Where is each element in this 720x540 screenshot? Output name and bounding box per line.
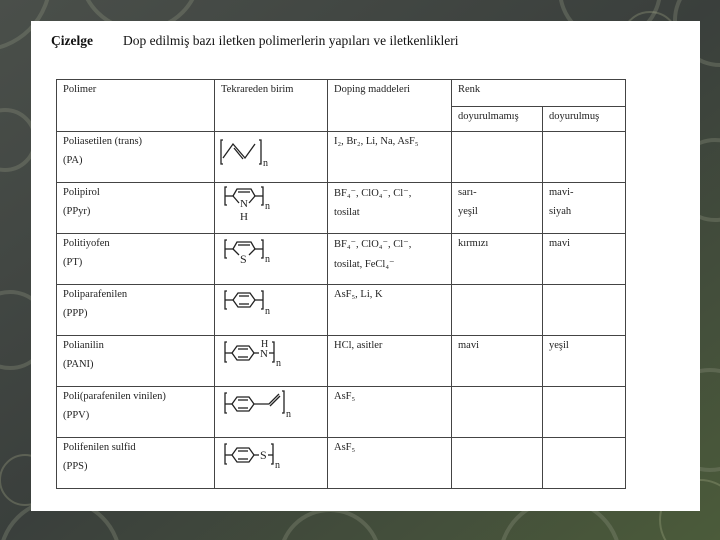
- hydrogen-label: H: [240, 211, 248, 223]
- header-polymer: Polimer: [57, 80, 215, 132]
- header-doped: doyurulmuş: [543, 107, 626, 132]
- nitrogen-label: N: [260, 348, 268, 360]
- dopants-cell: [328, 183, 452, 234]
- table-row: [57, 234, 626, 285]
- polymer-name: Polianilin: [63, 340, 104, 351]
- polyparaphenylene-unit-icon: [219, 287, 299, 323]
- doped-color: yeşil: [549, 340, 569, 351]
- doped-color-cell: [543, 387, 626, 438]
- polymer-abbr: (PPV): [63, 410, 90, 421]
- polymer-name: Poliparafenilen: [63, 289, 128, 300]
- polyacetylene-unit-icon: [219, 134, 299, 170]
- doped-color-cell: [543, 183, 626, 234]
- dopants-cell: [328, 387, 452, 438]
- dopants-text: AsF₅: [334, 391, 356, 402]
- polymer-cell: [57, 183, 215, 234]
- caption-label: Çizelge: [51, 33, 93, 48]
- polypyrrole-unit-icon: [219, 185, 299, 225]
- dopants-cell: [328, 336, 452, 387]
- table-caption: [51, 33, 459, 49]
- repeat-unit-cell: [215, 336, 328, 387]
- dopants-text: HCl, asitler: [334, 340, 383, 351]
- polymer-cell: [57, 438, 215, 489]
- dopants-cell: [328, 234, 452, 285]
- doped-color-cell: [543, 285, 626, 336]
- hydrogen-label: H: [261, 339, 269, 350]
- undoped-color-cell: [452, 183, 543, 234]
- table-row: [57, 387, 626, 438]
- header-repeat-unit: Tekrareden birim: [215, 80, 328, 132]
- dopants-text: BF₄⁻, ClO₄⁻, Cl⁻,: [334, 188, 412, 199]
- header-undoped: doyurulmamış: [452, 107, 543, 132]
- polyaniline-unit-icon: [219, 338, 299, 376]
- undoped-color-cell: [452, 438, 543, 489]
- nitrogen-label: N: [240, 198, 248, 210]
- repeat-unit-cell: [215, 438, 328, 489]
- document-page: [31, 21, 700, 511]
- doped-color: mavi-: [549, 187, 574, 198]
- table-row: [57, 132, 626, 183]
- polymer-name: Poliasetilen (trans): [63, 136, 143, 147]
- doped-color-cell: [543, 438, 626, 489]
- caption-text: Dop edilmiş bazı iletken polimerlerin yapıları ve iletkenlikleri: [122, 33, 459, 48]
- undoped-color-cell: [452, 336, 543, 387]
- doped-color-cell: [543, 336, 626, 387]
- polymer-cell: [57, 336, 215, 387]
- polymer-abbr: (PPyr): [63, 206, 91, 217]
- polymer-abbr: (PPS): [63, 461, 88, 472]
- subscript-n: n: [276, 358, 281, 369]
- polymer-abbr: (PPP): [63, 308, 88, 319]
- polymer-cell: [57, 234, 215, 285]
- polythiophene-unit-icon: [219, 236, 299, 276]
- table-row: [57, 438, 626, 489]
- doped-color-cell: [543, 234, 626, 285]
- table-row: [57, 336, 626, 387]
- doped-color-line2: siyah: [549, 206, 572, 217]
- subscript-n: n: [275, 460, 280, 471]
- undoped-color-cell: [452, 132, 543, 183]
- dopants-cell: [328, 285, 452, 336]
- polymer-cell: [57, 285, 215, 336]
- polymer-abbr: (PA): [63, 155, 83, 166]
- polymer-name: Polipirol: [63, 187, 100, 198]
- subscript-n: n: [265, 201, 270, 212]
- table-row: [57, 285, 626, 336]
- doped-color-cell: [543, 132, 626, 183]
- repeat-unit-cell: [215, 183, 328, 234]
- dopants-text: AsF₅, Li, K: [334, 289, 383, 300]
- dopants-text-line2: tosilat, FeCl₄⁻: [334, 259, 395, 270]
- repeat-unit-cell: [215, 132, 328, 183]
- subscript-n: n: [286, 409, 291, 420]
- dopants-cell: [328, 438, 452, 489]
- doped-color: mavi: [549, 238, 570, 249]
- undoped-color: sarı-: [458, 187, 477, 198]
- undoped-color-cell: [452, 285, 543, 336]
- repeat-unit-cell: [215, 285, 328, 336]
- ppv-unit-icon: [219, 389, 319, 425]
- header-row: [57, 80, 626, 107]
- sulfur-label: S: [260, 448, 267, 462]
- polymer-name: Politiyofen: [63, 238, 110, 249]
- pps-unit-icon: [219, 440, 299, 476]
- dopants-cell: [328, 132, 452, 183]
- subscript-n: n: [265, 254, 270, 265]
- polymer-name: Polifenilen sulfid: [63, 442, 136, 453]
- polymer-cell: [57, 132, 215, 183]
- polymer-abbr: (PANI): [63, 359, 94, 370]
- dopants-text: AsF₅: [334, 442, 356, 453]
- repeat-unit-cell: [215, 234, 328, 285]
- polymer-name: Poli(parafenilen vinilen): [63, 391, 166, 402]
- header-color: Renk: [452, 80, 626, 107]
- undoped-color-line2: yeşil: [458, 206, 478, 217]
- dopants-text-line2: tosilat: [334, 207, 360, 218]
- polymer-abbr: (PT): [63, 257, 83, 268]
- undoped-color-cell: [452, 234, 543, 285]
- undoped-color-cell: [452, 387, 543, 438]
- polymer-cell: [57, 387, 215, 438]
- subscript-n: n: [265, 306, 270, 317]
- repeat-unit-cell: [215, 387, 328, 438]
- table-row: [57, 183, 626, 234]
- polymer-table: [56, 79, 626, 489]
- subscript-n: n: [263, 158, 268, 169]
- undoped-color: kırmızı: [458, 238, 489, 249]
- undoped-color: mavi: [458, 340, 479, 351]
- sulfur-label: S: [240, 252, 247, 266]
- header-dopants: Doping maddeleri: [328, 80, 452, 132]
- dopants-text: I₂, Br₂, Li, Na, AsF₅: [334, 136, 419, 147]
- dopants-text: BF₄⁻, ClO₄⁻, Cl⁻,: [334, 239, 412, 250]
